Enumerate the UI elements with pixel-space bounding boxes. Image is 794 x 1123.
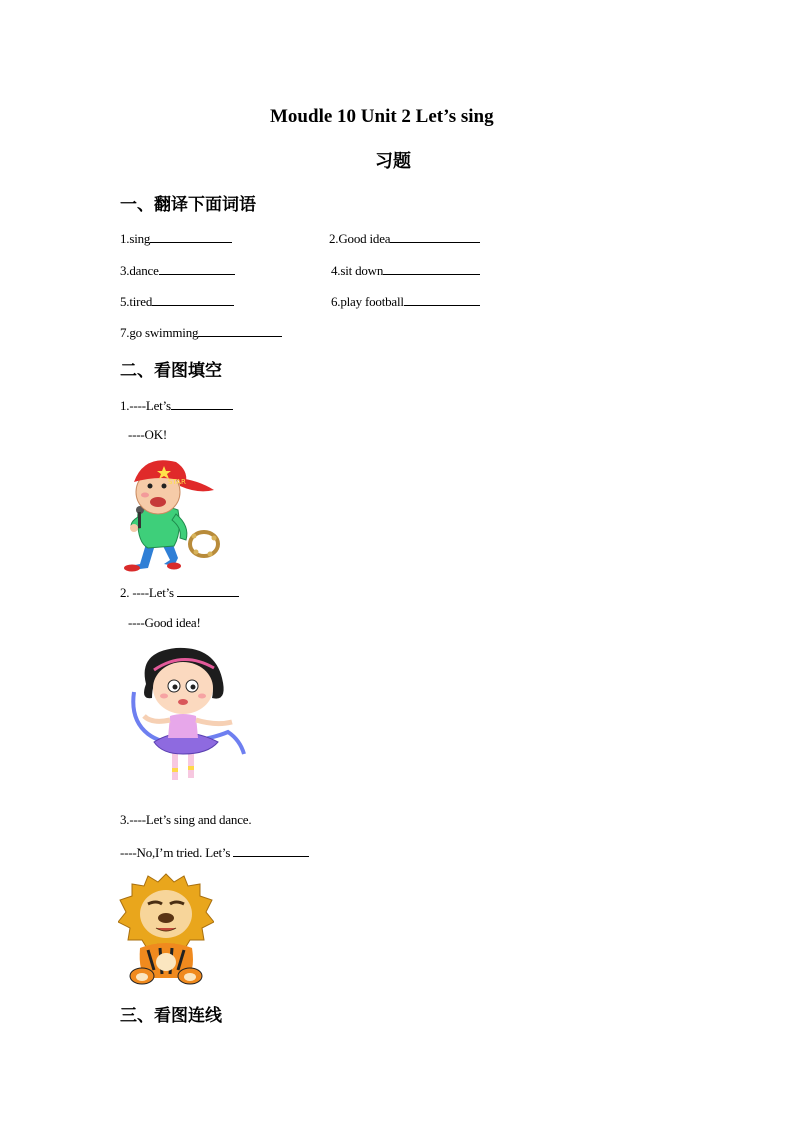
question-2-line-2: ----Good idea! [128,615,201,630]
vocab-label: 7.go swimming [120,325,199,340]
answer-blank[interactable] [152,293,234,306]
vocab-label: 2.Good idea [329,231,391,246]
svg-text:STAR: STAR [168,478,186,486]
vocab-item-2 [329,230,480,247]
question-3-line-2 [120,844,309,861]
vocab-label: 4.sit down [331,263,384,278]
page-subtitle: 习题 [375,151,411,171]
vocab-item-3 [120,262,235,279]
vocab-item-1 [120,230,232,247]
vocab-label: 3.dance [120,263,159,278]
answer-blank[interactable] [150,230,232,243]
girl-dancing-illustration [128,642,246,794]
question-3-line-1: 3.----Let’s sing and dance. [120,812,252,827]
question-text: 1.----Let’s [120,398,171,413]
vocab-item-6 [331,293,480,310]
page-title: Moudle 10 Unit 2 Let’s sing [270,106,494,127]
vocab-item-5 [120,293,234,310]
question-1-line-2: ----OK! [128,427,168,442]
vocab-label: 6.play football [331,294,404,309]
answer-blank[interactable] [383,262,480,275]
answer-blank[interactable] [159,262,235,275]
section-heading-fill: 二、看图填空 [120,361,222,381]
vocab-item-4 [331,262,480,279]
lion-sitting-illustration [118,870,214,986]
answer-blank[interactable] [233,844,309,857]
section-heading-translate: 一、翻译下面词语 [120,195,256,215]
boy-singing-illustration [118,452,224,572]
question-text: 2. ----Let’s [120,585,174,600]
vocab-label: 1.sing [120,231,151,246]
vocab-label: 5.tired [120,294,153,309]
section-heading-match: 三、看图连线 [120,1006,222,1026]
question-text: ----No,I’m tried. Let’s [120,845,231,860]
answer-blank[interactable] [390,230,480,243]
answer-blank[interactable] [198,324,282,337]
question-1-line-1 [120,397,233,414]
answer-blank[interactable] [404,293,480,306]
answer-blank[interactable] [171,397,233,410]
question-2-line-1 [120,584,239,601]
answer-blank[interactable] [177,584,239,597]
vocab-item-7 [120,324,282,341]
